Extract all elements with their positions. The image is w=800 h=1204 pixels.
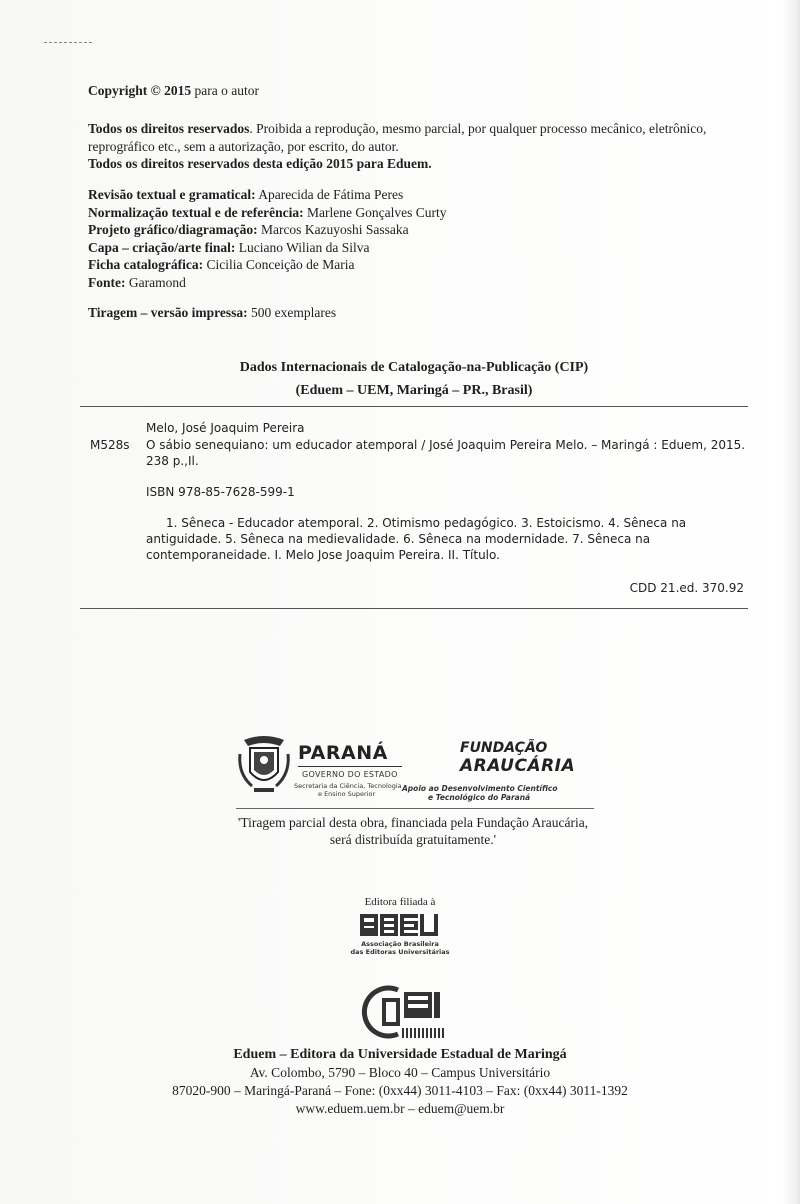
araucaria-name: ARAUCÁRIA bbox=[460, 756, 576, 776]
funding-note-line2: será distribuída gratuitamente.' bbox=[329, 832, 497, 847]
abeu-name-line1: Associação Brasileira bbox=[361, 940, 439, 948]
parana-subtitle: GOVERNO DO ESTADO bbox=[302, 770, 398, 779]
credit-label: Normalização textual e de referência: bbox=[88, 204, 304, 220]
credit-line bbox=[88, 221, 754, 239]
print-run-value: 500 exemplares bbox=[247, 305, 337, 320]
cip-title-line2: (Eduem – UEM, Maringá – PR., Brasil) bbox=[295, 383, 533, 398]
credit-line bbox=[88, 256, 754, 274]
credit-label: Projeto gráfico/diagramação: bbox=[88, 222, 258, 237]
publisher-info bbox=[150, 1046, 650, 1118]
rights-notice bbox=[88, 120, 754, 173]
credit-value: Garamond bbox=[125, 274, 186, 290]
publisher-address: Av. Colombo, 5790 – Bloco 40 – Campus Universitário bbox=[249, 1065, 551, 1080]
abeu-caption: Editora filiada à bbox=[364, 896, 436, 908]
credits-list bbox=[88, 186, 754, 291]
publisher-name: Eduem – Editora da Universidade Estadual de Maringá bbox=[233, 1047, 567, 1062]
rights-text: . Proibida a reprodução, mesmo parcial, por qualquer processo mecânico, eletrônico, reprográfico etc., sem a autorização, por escrito, do autor. bbox=[88, 121, 707, 154]
eduem-logo bbox=[358, 984, 458, 1042]
funding-note-line1: 'Tiragem parcial desta obra, financiada pela Fundação Araucária, bbox=[237, 815, 589, 830]
credit-value: Luciano Wilian da Silva bbox=[235, 239, 370, 255]
cip-cdd: CDD 21.ed. 370.92 bbox=[629, 581, 744, 595]
funding-note bbox=[190, 814, 636, 848]
publisher-web: www.eduem.uem.br – eduem@uem.br bbox=[295, 1101, 505, 1116]
cip-title-entry: O sábio senequiano: um educador atemporal / José Joaquim Pereira Melo. – Maringá : Eduem, 2015. bbox=[146, 438, 746, 452]
credit-line bbox=[88, 204, 754, 222]
print-run bbox=[88, 304, 754, 322]
abeu-name-line2: das Editoras Universitárias bbox=[350, 948, 450, 956]
rights-edition: Todos os direitos reservados desta edição 2015 para Eduem. bbox=[88, 156, 432, 171]
copyright-label: Copyright © 2015 bbox=[88, 83, 192, 98]
cip-top-rule bbox=[80, 406, 748, 407]
credit-value: Marcos Kazuyoshi Sassaka bbox=[257, 222, 409, 237]
eduem-emblem-icon bbox=[358, 984, 458, 1042]
credit-line bbox=[88, 186, 754, 204]
publisher-contact: 87020-900 – Maringá-Paraná – Fone: (0xx44) 3011-4103 – Fax: (0xx44) 3011-1392 bbox=[172, 1083, 628, 1098]
credit-value: Cicilia Conceição de Maria bbox=[203, 257, 355, 272]
logos-rule bbox=[236, 808, 594, 809]
credit-value: Aparecida de Fátima Peres bbox=[255, 187, 404, 202]
cip-call-number: M528s bbox=[90, 438, 130, 452]
credit-value: Marlene Gonçalves Curty bbox=[303, 204, 447, 220]
fundacao-araucaria-logo bbox=[398, 740, 588, 802]
parana-department-line2: e Ensino Superior bbox=[318, 790, 376, 798]
copyright-line bbox=[88, 82, 754, 100]
credit-line bbox=[88, 239, 754, 257]
credit-label: Capa – criação/arte final: bbox=[88, 239, 236, 255]
cip-author: Melo, José Joaquim Pereira bbox=[146, 421, 305, 435]
credit-line bbox=[88, 274, 754, 292]
scan-mark bbox=[44, 42, 92, 43]
abeu-logo bbox=[352, 908, 448, 960]
parana-department-line1: Secretaria da Ciência, Tecnologia bbox=[294, 782, 402, 790]
cip-pages: 238 p.,Il. bbox=[146, 454, 199, 468]
cip-isbn: ISBN 978-85-7628-599-1 bbox=[146, 485, 295, 499]
parana-name: PARANÁ bbox=[298, 742, 388, 764]
araucaria-tagline-line2: e Tecnológico do Paraná bbox=[428, 793, 531, 802]
copyright-holder: para o autor bbox=[191, 83, 259, 98]
print-run-label: Tiragem – versão impressa: bbox=[88, 305, 248, 320]
credit-label: Revisão textual e gramatical: bbox=[88, 187, 256, 202]
parana-coat-of-arms-icon bbox=[236, 734, 292, 796]
araucaria-top-word: FUNDAÇÃO bbox=[460, 740, 548, 756]
abeu-mark-icon bbox=[352, 912, 448, 940]
credit-label: Fonte: bbox=[88, 274, 126, 290]
parana-government-logo bbox=[236, 734, 406, 798]
rights-label: Todos os direitos reservados bbox=[88, 121, 250, 136]
cip-bottom-rule bbox=[80, 608, 748, 609]
cip-subjects: 1. Sêneca - Educador atemporal. 2. Otimismo pedagógico. 3. Estoicismo. 4. Sêneca na antiguidade. 5. Sêneca na medievalidade. 6. Sêneca na modernidade. 7. Sêneca na contemporaneidade. I. Melo Jose Joaquim Pereira. II. Título. bbox=[146, 516, 687, 562]
credit-label: Ficha catalográfica: bbox=[88, 257, 204, 272]
araucaria-tagline-line1: Apoio ao Desenvolvimento Científico bbox=[402, 784, 558, 793]
page-edge-shadow bbox=[782, 0, 800, 1204]
cip-heading bbox=[80, 356, 748, 402]
cip-title-line1: Dados Internacionais de Catalogação-na-Publicação (CIP) bbox=[239, 360, 589, 375]
parana-divider bbox=[298, 766, 402, 767]
